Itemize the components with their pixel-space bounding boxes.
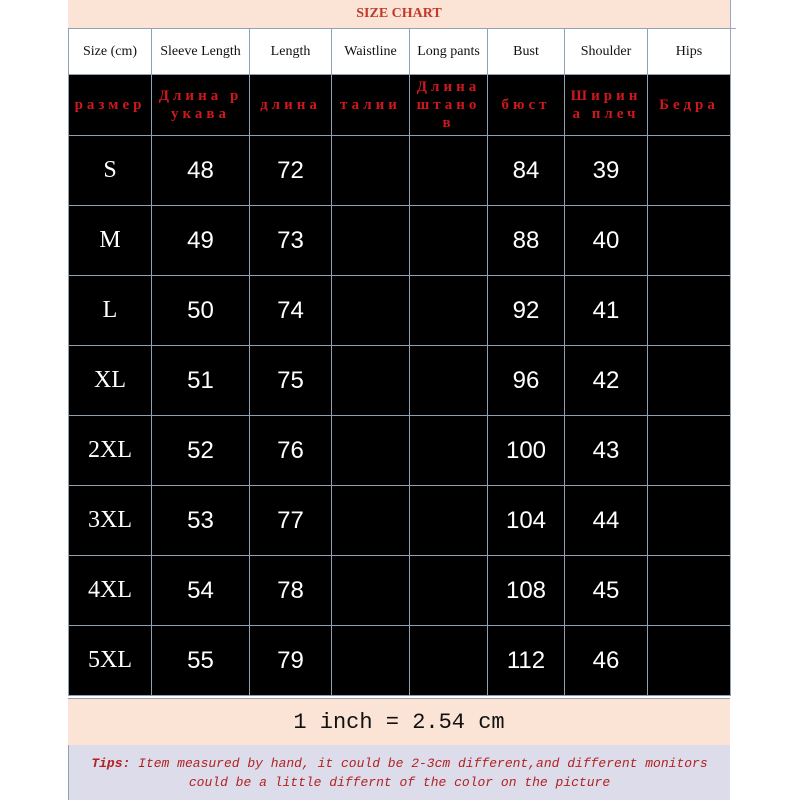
header-ru-long-pants: Длина штанов [410,75,488,136]
cell-length: 77 [250,486,332,556]
header-hips: Hips [648,29,731,75]
size-table [68,28,731,696]
header-ru-waistline: талии [332,75,410,136]
header-long-pants: Long pants [410,29,488,75]
cell-size: M [69,206,152,276]
cell-size: 2XL [69,416,152,486]
cell-pants [410,206,488,276]
right-edge-line [730,0,731,74]
cell-shoulder: 39 [565,136,648,206]
english-header-row [69,29,731,75]
cell-pants [410,486,488,556]
cell-hips [648,276,731,346]
cell-bust: 108 [488,556,565,626]
header-sleeve-length: Sleeve Length [152,29,250,75]
russian-header-row [69,75,731,136]
cell-pants [410,136,488,206]
cell-waist [332,556,410,626]
cell-bust: 100 [488,416,565,486]
table-row [69,136,731,206]
cell-sleeve: 49 [152,206,250,276]
cell-waist [332,136,410,206]
cell-sleeve: 52 [152,416,250,486]
cell-shoulder: 42 [565,346,648,416]
cell-bust: 112 [488,626,565,696]
header-ru-size: размер [69,75,152,136]
chart-title: SIZE CHART [68,0,730,29]
header-size: Size (cm) [69,29,152,75]
cell-length: 72 [250,136,332,206]
cell-size: S [69,136,152,206]
header-ru-hips: Бедра [648,75,731,136]
cell-length: 74 [250,276,332,346]
header-length: Length [250,29,332,75]
right-edge-tick [730,28,736,29]
cell-length: 76 [250,416,332,486]
cell-waist [332,206,410,276]
cell-shoulder: 44 [565,486,648,556]
tips-text-wrap [79,754,720,792]
tips-note [68,745,730,800]
table-row [69,556,731,626]
table-row [69,626,731,696]
header-ru-shoulder: Ширина плеч [565,75,648,136]
cell-shoulder: 41 [565,276,648,346]
cell-pants [410,346,488,416]
header-ru-length: длина [250,75,332,136]
cell-shoulder: 43 [565,416,648,486]
cell-waist [332,416,410,486]
tips-text: Item measured by hand, it could be 2-3cm different,and different monitors could be a little differnt of the color on the picture [138,755,708,790]
cell-size: 4XL [69,556,152,626]
header-shoulder: Shoulder [565,29,648,75]
table-row [69,416,731,486]
cell-size: 3XL [69,486,152,556]
cell-sleeve: 54 [152,556,250,626]
cell-hips [648,626,731,696]
cell-pants [410,556,488,626]
cell-hips [648,486,731,556]
header-ru-bust: бюст [488,75,565,136]
header-ru-sleeve-length: Длина рукава [152,75,250,136]
cell-hips [648,206,731,276]
cell-hips [648,136,731,206]
table-row [69,206,731,276]
cell-sleeve: 55 [152,626,250,696]
cell-bust: 88 [488,206,565,276]
table-row [69,276,731,346]
cell-shoulder: 46 [565,626,648,696]
cell-pants [410,416,488,486]
header-waistline: Waistline [332,29,410,75]
cell-pants [410,276,488,346]
cell-hips [648,556,731,626]
cell-size: XL [69,346,152,416]
cell-bust: 96 [488,346,565,416]
cell-waist [332,346,410,416]
cell-length: 78 [250,556,332,626]
cell-hips [648,416,731,486]
cell-waist [332,276,410,346]
cell-waist [332,626,410,696]
cell-shoulder: 45 [565,556,648,626]
cell-length: 79 [250,626,332,696]
header-bust: Bust [488,29,565,75]
cell-sleeve: 53 [152,486,250,556]
cell-sleeve: 51 [152,346,250,416]
cell-size: 5XL [69,626,152,696]
cell-bust: 104 [488,486,565,556]
cell-length: 75 [250,346,332,416]
cell-bust: 84 [488,136,565,206]
table-row [69,346,731,416]
inch-conversion-note: 1 inch = 2.54 cm [68,698,730,746]
cell-shoulder: 40 [565,206,648,276]
cell-sleeve: 48 [152,136,250,206]
table-row [69,486,731,556]
cell-bust: 92 [488,276,565,346]
tips-label: Tips: [91,755,131,771]
cell-size: L [69,276,152,346]
cell-length: 73 [250,206,332,276]
cell-sleeve: 50 [152,276,250,346]
cell-waist [332,486,410,556]
cell-hips [648,346,731,416]
cell-pants [410,626,488,696]
size-chart-sheet [68,0,730,800]
